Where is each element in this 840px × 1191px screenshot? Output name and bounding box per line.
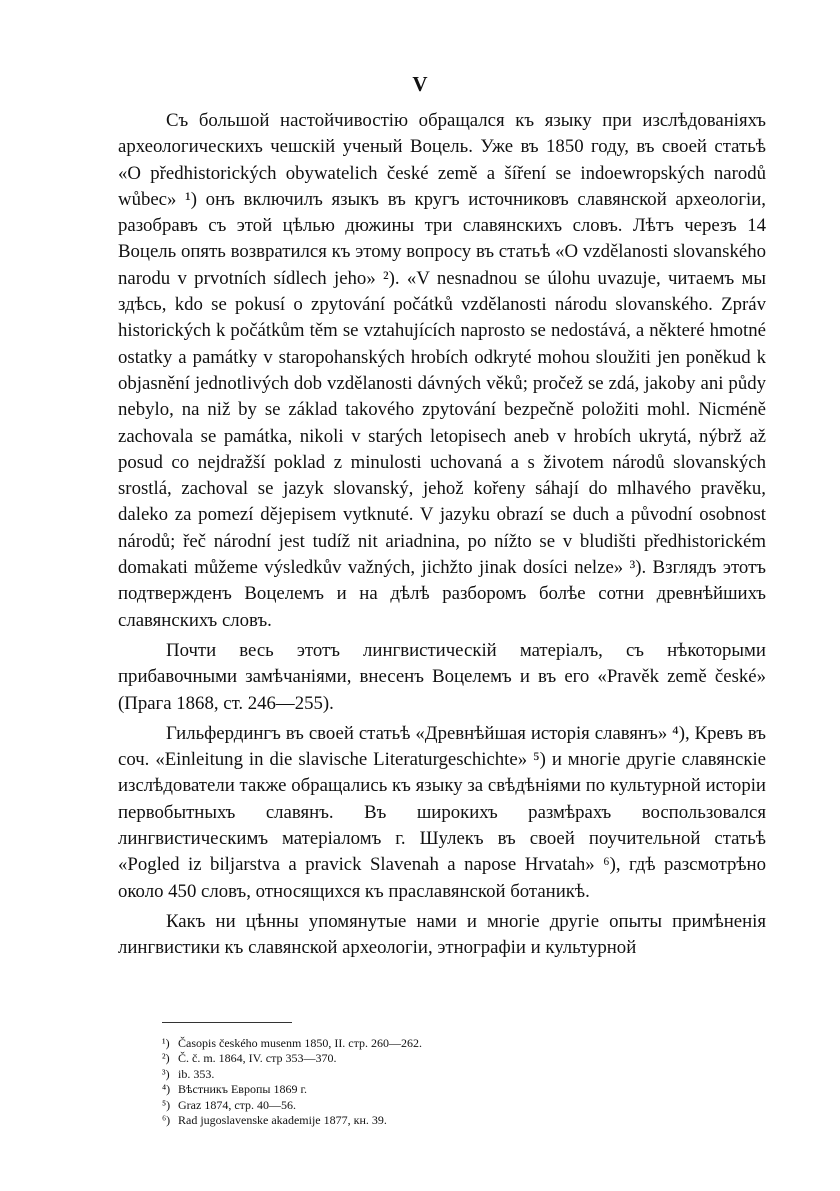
footnote-text: Вѣстникъ Европы 1869 г.: [178, 1082, 308, 1097]
paragraph-4: Какъ ни цѣнны упомянутые нами и многіе другіе опыты примѣненія лингвистики къ славянской археологіи, этнографіи и культурной: [118, 910, 766, 959]
footnote-2: [162, 1051, 682, 1066]
paragraph-1: Съ большой настойчивостію обращался къ языку при изслѣдованіяхъ археологическихъ чешскій ученый Воцель. Уже въ 1850 году, въ своей статьѣ «O předhistorických obywatelich české země a šíření se indoewropských narodů wůbec» ¹) онъ включилъ языкъ въ кругъ источниковъ славянской археологіи, разобравъ съ этой цѣлью дюжины три славянскихъ словъ. Лѣтъ черезъ 14 Воцель опять возвратился къ этому вопросу въ статьѣ «O vzdělanosti slovanského narodu v prvotních sídlech jeho» ²). «V nesnadnou se úlohu uvazuje, читаемъ мы здѣсь, kdo se pokusí o zpytování počátků vzdělanosti národu slovanského. Zpráv historických k počátkům těm se vztahujících naprosto se nedostává, a některé hmotné ostatky a památky v staropohanských hrobích odkryté mohou sloužiti jen poněkud k objasnění jednotlivých dob vzdělanosti dávných věků; pročež se zdá, jakoby ani půdy nebylo, na niž by se základ takového zpytování bezpečně položiti mohl. Nicméně zachovala se památka, nikoli v starých letopisech aneb v hrobích ukrytá, nýbrž až posud co nejdražší poklad z minulosti uchovaná a s životem národů slovanských srostlá, zachoval se jazyk slovanský, jehož kořeny sáhají do mlhavého pravěku, daleko za pomezí dějepisem vytknuté. V jazyku obrazí se duch a původní osobnost národů; řeč národní jest tudíž nit ariadnina, po nížto se v bludišti předhistorickém domakati můžeme výsledkův važných, jichžto jinak dosíci nelze» ³). Взглядъ этотъ подтвержденъ Воцелемъ и на дѣлѣ разборомъ болѣе сотни древнѣйшихъ славянскихъ словъ.: [118, 110, 766, 631]
footnotes: [162, 1036, 682, 1128]
footnote-mark: ¹): [162, 1036, 170, 1050]
footnote-mark: ²): [162, 1051, 170, 1066]
body-text: [118, 108, 766, 962]
footnote-1: [162, 1036, 682, 1051]
footnote-4: [162, 1082, 682, 1097]
footnote-mark: ⁴): [162, 1082, 171, 1097]
footnote-text: Rad jugoslavenske akademije 1877, кн. 39.: [178, 1113, 387, 1128]
footnote-mark: ⁵): [162, 1097, 171, 1112]
footnote-mark: ³): [162, 1066, 170, 1081]
footnote-6: [162, 1113, 682, 1128]
footnote-text: Č. č. m. 1864, IV. стр 353—370.: [178, 1051, 337, 1066]
footnote-mark: ⁶): [162, 1113, 171, 1128]
paragraph-2: Почти весь этотъ лингвистическій матеріалъ, съ нѣкоторыми прибавочными замѣчаніями, внесенъ Воцелемъ и въ его «Pravěk země české» (Прага 1868, ст. 246—255).: [118, 639, 766, 714]
paragraph-3: Гильфердингъ въ своей статьѣ «Древнѣйшая исторія славянъ» ⁴), Кревъ въ соч. «Einleitung in die slavische Literaturgeschichte» ⁵) и многіе другіе славянскіе изслѣдователи также обращались къ языку за свѣдѣніями по культурной исторіи первобытныхъ славянъ. Въ широкихъ размѣрахъ воспользовался лингвистическимъ матеріаломъ г. Шулекъ въ своей поучительной статьѣ «Pogled iz biljarstva a pravick Slavenah a napose Hrvatah» ⁶), гдѣ разсмотрѣно около 450 словъ, относящихся къ праславянской ботаникѣ.: [118, 722, 766, 902]
footnote-3: [162, 1067, 682, 1082]
footnote-5: [162, 1098, 682, 1113]
footnote-text: Časopis českého musenm 1850, II. стр. 260—262.: [178, 1036, 423, 1050]
footnote-separator: [162, 1022, 292, 1023]
page-number: V: [412, 72, 428, 96]
footnote-text: ib. 353.: [178, 1066, 215, 1081]
footnote-text: Graz 1874, стр. 40—56.: [178, 1097, 297, 1112]
